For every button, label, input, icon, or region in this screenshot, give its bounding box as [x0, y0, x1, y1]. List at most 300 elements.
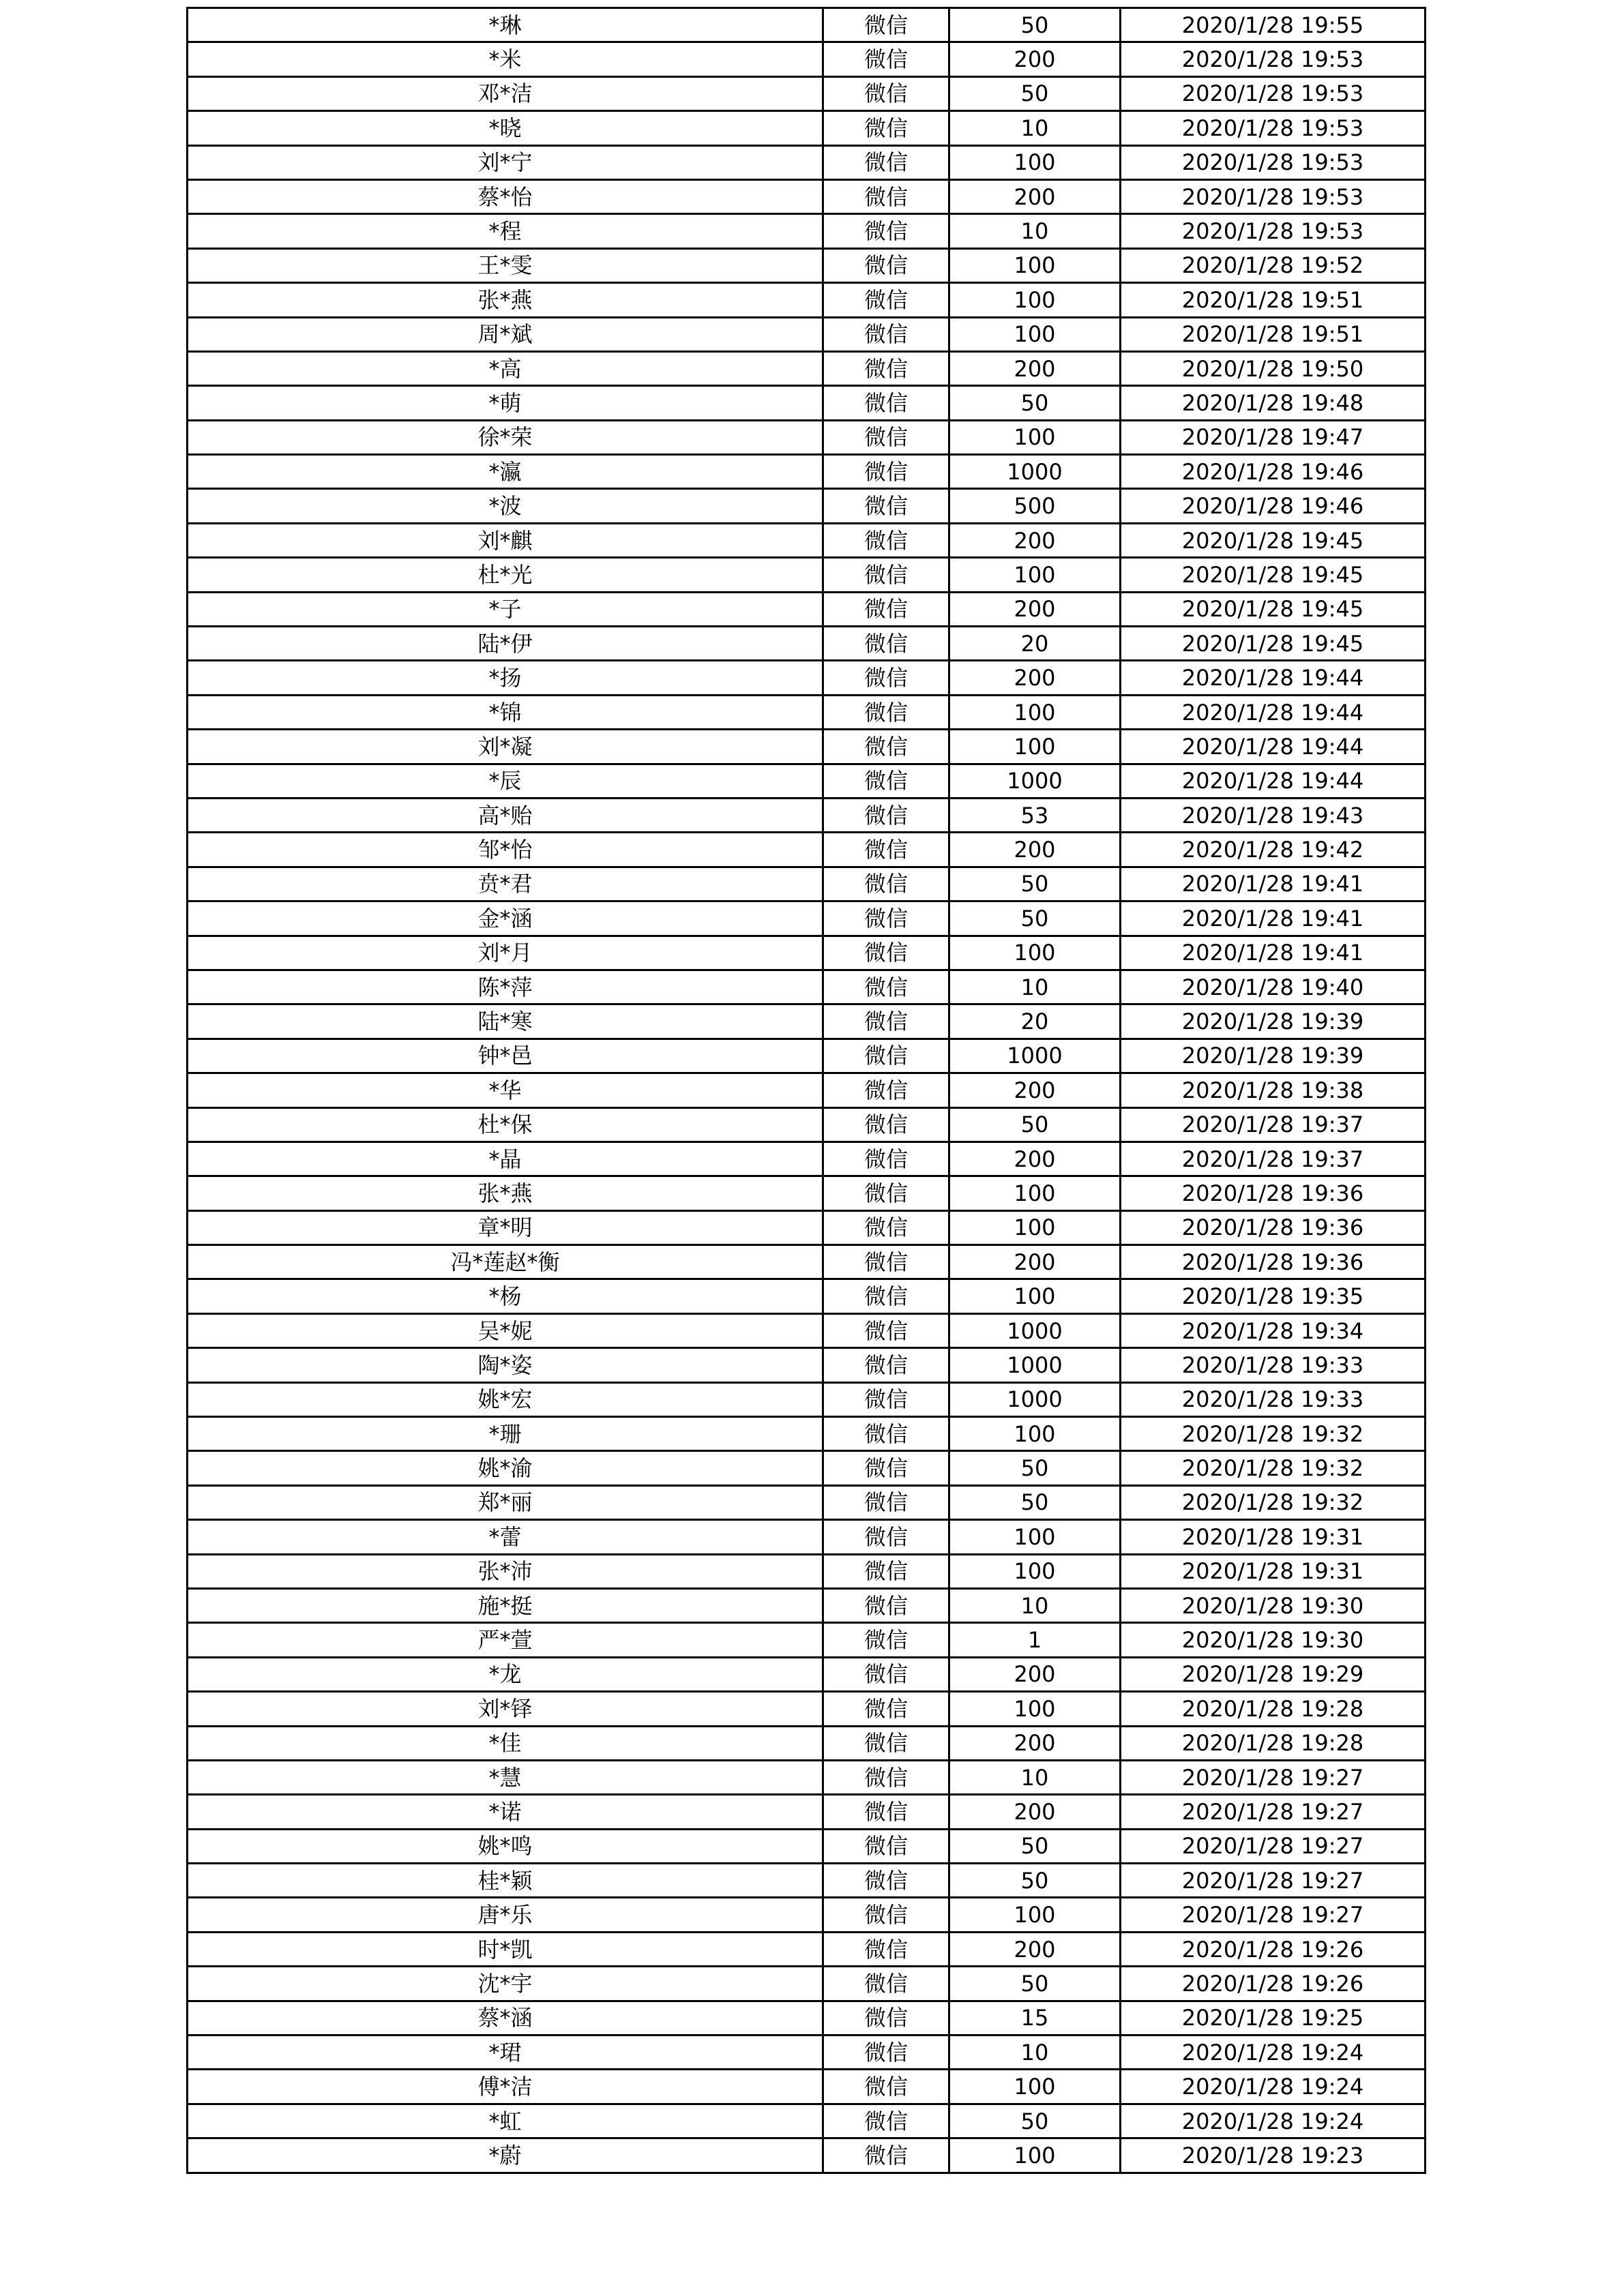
timestamp-cell: 2020/1/28 19:28 [1121, 1726, 1426, 1760]
amount-cell: 200 [949, 179, 1121, 213]
amount-cell: 200 [949, 661, 1121, 695]
amount-cell: 100 [949, 317, 1121, 351]
donor-name-cell: *高 [188, 351, 823, 385]
amount-cell: 20 [949, 627, 1121, 661]
donor-name-cell: 高*贻 [188, 798, 823, 832]
donor-name-cell: 吴*妮 [188, 1313, 823, 1347]
donor-name-cell: 钟*邑 [188, 1039, 823, 1073]
table-row [188, 1485, 1426, 1519]
donor-name-cell: 邓*洁 [188, 76, 823, 110]
table-row [188, 1073, 1426, 1107]
amount-cell: 100 [949, 1210, 1121, 1244]
donor-name-cell: 章*明 [188, 1210, 823, 1244]
table-row [188, 489, 1426, 523]
donor-name-cell: *虹 [188, 2104, 823, 2138]
timestamp-cell: 2020/1/28 19:53 [1121, 214, 1426, 248]
timestamp-cell: 2020/1/28 19:32 [1121, 1417, 1426, 1451]
amount-cell: 50 [949, 2104, 1121, 2138]
donor-name-cell: 徐*荣 [188, 420, 823, 454]
timestamp-cell: 2020/1/28 19:41 [1121, 901, 1426, 936]
amount-cell: 1000 [949, 1313, 1121, 1347]
amount-cell: 200 [949, 1142, 1121, 1176]
donor-name-cell: 邹*怡 [188, 833, 823, 867]
amount-cell: 100 [949, 936, 1121, 970]
amount-cell: 100 [949, 2070, 1121, 2104]
payment-method-cell: 微信 [823, 1176, 949, 1210]
table-row [188, 1520, 1426, 1554]
donor-name-cell: 陈*萍 [188, 970, 823, 1004]
table-body [188, 8, 1426, 2173]
payment-method-cell: 微信 [823, 317, 949, 351]
amount-cell: 1000 [949, 764, 1121, 798]
timestamp-cell: 2020/1/28 19:50 [1121, 351, 1426, 385]
amount-cell: 50 [949, 386, 1121, 420]
donor-name-cell: 姚*渝 [188, 1451, 823, 1485]
table-row [188, 661, 1426, 695]
payment-method-cell: 微信 [823, 798, 949, 832]
payment-method-cell: 微信 [823, 1623, 949, 1657]
amount-cell: 1000 [949, 455, 1121, 489]
donor-name-cell: 施*挺 [188, 1588, 823, 1622]
payment-method-cell: 微信 [823, 283, 949, 317]
donor-name-cell: 陆*寒 [188, 1004, 823, 1039]
table-row [188, 1279, 1426, 1313]
amount-cell: 100 [949, 1417, 1121, 1451]
payment-method-cell: 微信 [823, 1039, 949, 1073]
donor-name-cell: *波 [188, 489, 823, 523]
donor-name-cell: 陶*姿 [188, 1348, 823, 1382]
table-row [188, 1554, 1426, 1588]
table-row [188, 1657, 1426, 1691]
donor-name-cell: 杜*光 [188, 558, 823, 592]
payment-method-cell: 微信 [823, 455, 949, 489]
timestamp-cell: 2020/1/28 19:51 [1121, 317, 1426, 351]
table-row [188, 1864, 1426, 1898]
amount-cell: 100 [949, 1898, 1121, 1932]
timestamp-cell: 2020/1/28 19:42 [1121, 833, 1426, 867]
payment-method-cell: 微信 [823, 1004, 949, 1039]
table-row [188, 627, 1426, 661]
table-row [188, 730, 1426, 764]
payment-method-cell: 微信 [823, 1313, 949, 1347]
amount-cell: 100 [949, 248, 1121, 282]
payment-method-cell: 微信 [823, 1417, 949, 1451]
donor-name-cell: 蔡*涵 [188, 2001, 823, 2035]
amount-cell: 100 [949, 145, 1121, 179]
donor-name-cell: *锦 [188, 695, 823, 729]
amount-cell: 50 [949, 1451, 1121, 1485]
amount-cell: 100 [949, 2138, 1121, 2173]
timestamp-cell: 2020/1/28 19:33 [1121, 1382, 1426, 1416]
table-row [188, 833, 1426, 867]
table-row [188, 558, 1426, 592]
timestamp-cell: 2020/1/28 19:27 [1121, 1898, 1426, 1932]
timestamp-cell: 2020/1/28 19:34 [1121, 1313, 1426, 1347]
payment-method-cell: 微信 [823, 2104, 949, 2138]
timestamp-cell: 2020/1/28 19:31 [1121, 1554, 1426, 1588]
timestamp-cell: 2020/1/28 19:27 [1121, 1829, 1426, 1863]
timestamp-cell: 2020/1/28 19:53 [1121, 42, 1426, 76]
payment-method-cell: 微信 [823, 214, 949, 248]
timestamp-cell: 2020/1/28 19:27 [1121, 1760, 1426, 1794]
payment-method-cell: 微信 [823, 489, 949, 523]
amount-cell: 500 [949, 489, 1121, 523]
timestamp-cell: 2020/1/28 19:41 [1121, 867, 1426, 901]
donor-name-cell: 刘*铎 [188, 1692, 823, 1726]
timestamp-cell: 2020/1/28 19:33 [1121, 1348, 1426, 1382]
donor-name-cell: *珺 [188, 2036, 823, 2070]
table-row [188, 1382, 1426, 1416]
payment-method-cell: 微信 [823, 1279, 949, 1313]
timestamp-cell: 2020/1/28 19:53 [1121, 111, 1426, 145]
payment-method-cell: 微信 [823, 1898, 949, 1932]
payment-method-cell: 微信 [823, 1382, 949, 1416]
table-row [188, 1726, 1426, 1760]
timestamp-cell: 2020/1/28 19:46 [1121, 455, 1426, 489]
table-row [188, 1142, 1426, 1176]
amount-cell: 53 [949, 798, 1121, 832]
table-row [188, 76, 1426, 110]
table-row [188, 764, 1426, 798]
donor-name-cell: 陆*伊 [188, 627, 823, 661]
timestamp-cell: 2020/1/28 19:53 [1121, 145, 1426, 179]
amount-cell: 100 [949, 695, 1121, 729]
payment-method-cell: 微信 [823, 248, 949, 282]
timestamp-cell: 2020/1/28 19:37 [1121, 1107, 1426, 1142]
amount-cell: 10 [949, 970, 1121, 1004]
payment-method-cell: 微信 [823, 1142, 949, 1176]
timestamp-cell: 2020/1/28 19:45 [1121, 627, 1426, 661]
amount-cell: 15 [949, 2001, 1121, 2035]
amount-cell: 50 [949, 867, 1121, 901]
table-row [188, 2001, 1426, 2035]
timestamp-cell: 2020/1/28 19:41 [1121, 936, 1426, 970]
payment-method-cell: 微信 [823, 523, 949, 557]
table-row [188, 1210, 1426, 1244]
timestamp-cell: 2020/1/28 19:24 [1121, 2036, 1426, 2070]
donor-name-cell: *杨 [188, 1279, 823, 1313]
payment-method-cell: 微信 [823, 76, 949, 110]
payment-method-cell: 微信 [823, 1864, 949, 1898]
donor-name-cell: *龙 [188, 1657, 823, 1691]
donor-name-cell: *瀛 [188, 455, 823, 489]
table-row [188, 1829, 1426, 1863]
donor-name-cell: *华 [188, 1073, 823, 1107]
timestamp-cell: 2020/1/28 19:44 [1121, 764, 1426, 798]
amount-cell: 200 [949, 1657, 1121, 1691]
payment-method-cell: 微信 [823, 558, 949, 592]
table-row [188, 8, 1426, 42]
timestamp-cell: 2020/1/28 19:47 [1121, 420, 1426, 454]
donor-name-cell: 傅*洁 [188, 2070, 823, 2104]
amount-cell: 100 [949, 1692, 1121, 1726]
timestamp-cell: 2020/1/28 19:32 [1121, 1485, 1426, 1519]
timestamp-cell: 2020/1/28 19:27 [1121, 1795, 1426, 1829]
table-row [188, 1004, 1426, 1039]
table-row [188, 145, 1426, 179]
payment-method-cell: 微信 [823, 111, 949, 145]
table-row [188, 1967, 1426, 2001]
table-row [188, 248, 1426, 282]
amount-cell: 200 [949, 523, 1121, 557]
payment-method-cell: 微信 [823, 901, 949, 936]
amount-cell: 100 [949, 558, 1121, 592]
table-row [188, 214, 1426, 248]
amount-cell: 20 [949, 1004, 1121, 1039]
donor-name-cell: *辰 [188, 764, 823, 798]
amount-cell: 50 [949, 1829, 1121, 1863]
table-row [188, 901, 1426, 936]
table-row [188, 1451, 1426, 1485]
amount-cell: 1000 [949, 1348, 1121, 1382]
timestamp-cell: 2020/1/28 19:36 [1121, 1176, 1426, 1210]
amount-cell: 10 [949, 1588, 1121, 1622]
donor-name-cell: 姚*宏 [188, 1382, 823, 1416]
payment-method-cell: 微信 [823, 764, 949, 798]
table-row [188, 1176, 1426, 1210]
table-row [188, 386, 1426, 420]
amount-cell: 200 [949, 1795, 1121, 1829]
timestamp-cell: 2020/1/28 19:39 [1121, 1004, 1426, 1039]
table-row [188, 1898, 1426, 1932]
amount-cell: 1000 [949, 1039, 1121, 1073]
payment-method-cell: 微信 [823, 1245, 949, 1279]
donation-table [186, 7, 1426, 2174]
timestamp-cell: 2020/1/28 19:30 [1121, 1588, 1426, 1622]
amount-cell: 10 [949, 214, 1121, 248]
amount-cell: 50 [949, 1967, 1121, 2001]
donor-name-cell: 姚*鸣 [188, 1829, 823, 1863]
timestamp-cell: 2020/1/28 19:25 [1121, 2001, 1426, 2035]
amount-cell: 100 [949, 1279, 1121, 1313]
timestamp-cell: 2020/1/28 19:37 [1121, 1142, 1426, 1176]
timestamp-cell: 2020/1/28 19:31 [1121, 1520, 1426, 1554]
timestamp-cell: 2020/1/28 19:51 [1121, 283, 1426, 317]
amount-cell: 50 [949, 901, 1121, 936]
timestamp-cell: 2020/1/28 19:43 [1121, 798, 1426, 832]
timestamp-cell: 2020/1/28 19:45 [1121, 592, 1426, 626]
donor-name-cell: 刘*月 [188, 936, 823, 970]
table-row [188, 1692, 1426, 1726]
donor-name-cell: 刘*凝 [188, 730, 823, 764]
timestamp-cell: 2020/1/28 19:29 [1121, 1657, 1426, 1691]
amount-cell: 100 [949, 420, 1121, 454]
payment-method-cell: 微信 [823, 936, 949, 970]
payment-method-cell: 微信 [823, 833, 949, 867]
donor-name-cell: 郑*丽 [188, 1485, 823, 1519]
table-row [188, 1417, 1426, 1451]
timestamp-cell: 2020/1/28 19:46 [1121, 489, 1426, 523]
donor-name-cell: *子 [188, 592, 823, 626]
timestamp-cell: 2020/1/28 19:52 [1121, 248, 1426, 282]
table-row [188, 179, 1426, 213]
donor-name-cell: *琳 [188, 8, 823, 42]
payment-method-cell: 微信 [823, 179, 949, 213]
amount-cell: 50 [949, 76, 1121, 110]
table-row [188, 420, 1426, 454]
amount-cell: 200 [949, 1245, 1121, 1279]
donor-name-cell: 桂*颖 [188, 1864, 823, 1898]
timestamp-cell: 2020/1/28 19:55 [1121, 8, 1426, 42]
amount-cell: 100 [949, 1554, 1121, 1588]
timestamp-cell: 2020/1/28 19:35 [1121, 1279, 1426, 1313]
amount-cell: 50 [949, 1485, 1121, 1519]
table-row [188, 317, 1426, 351]
timestamp-cell: 2020/1/28 19:44 [1121, 661, 1426, 695]
payment-method-cell: 微信 [823, 1451, 949, 1485]
donor-name-cell: 张*燕 [188, 283, 823, 317]
table-row [188, 1245, 1426, 1279]
timestamp-cell: 2020/1/28 19:26 [1121, 1932, 1426, 1966]
donor-name-cell: 沈*宇 [188, 1967, 823, 2001]
timestamp-cell: 2020/1/28 19:32 [1121, 1451, 1426, 1485]
payment-method-cell: 微信 [823, 1692, 949, 1726]
timestamp-cell: 2020/1/28 19:36 [1121, 1210, 1426, 1244]
table-row [188, 867, 1426, 901]
amount-cell: 50 [949, 1107, 1121, 1142]
amount-cell: 200 [949, 1932, 1121, 1966]
payment-method-cell: 微信 [823, 1795, 949, 1829]
payment-method-cell: 微信 [823, 1932, 949, 1966]
donor-name-cell: *程 [188, 214, 823, 248]
donor-name-cell: 杜*保 [188, 1107, 823, 1142]
payment-method-cell: 微信 [823, 1485, 949, 1519]
amount-cell: 200 [949, 1726, 1121, 1760]
payment-method-cell: 微信 [823, 420, 949, 454]
donor-name-cell: 刘*麒 [188, 523, 823, 557]
donor-name-cell: 严*萱 [188, 1623, 823, 1657]
payment-method-cell: 微信 [823, 1760, 949, 1794]
amount-cell: 200 [949, 42, 1121, 76]
table-row [188, 351, 1426, 385]
amount-cell: 200 [949, 1073, 1121, 1107]
timestamp-cell: 2020/1/28 19:38 [1121, 1073, 1426, 1107]
timestamp-cell: 2020/1/28 19:48 [1121, 386, 1426, 420]
donor-name-cell: 张*燕 [188, 1176, 823, 1210]
table-row [188, 2070, 1426, 2104]
donor-name-cell: *萌 [188, 386, 823, 420]
table-row [188, 970, 1426, 1004]
donor-name-cell: 时*凯 [188, 1932, 823, 1966]
payment-method-cell: 微信 [823, 1657, 949, 1691]
donor-name-cell: *佳 [188, 1726, 823, 1760]
amount-cell: 100 [949, 1176, 1121, 1210]
amount-cell: 1000 [949, 1382, 1121, 1416]
table-row [188, 42, 1426, 76]
payment-method-cell: 微信 [823, 970, 949, 1004]
donor-name-cell: *诺 [188, 1795, 823, 1829]
timestamp-cell: 2020/1/28 19:53 [1121, 76, 1426, 110]
amount-cell: 200 [949, 833, 1121, 867]
table-row [188, 1795, 1426, 1829]
donor-name-cell: 周*斌 [188, 317, 823, 351]
table-row [188, 592, 1426, 626]
timestamp-cell: 2020/1/28 19:39 [1121, 1039, 1426, 1073]
payment-method-cell: 微信 [823, 2138, 949, 2173]
table-row [188, 798, 1426, 832]
timestamp-cell: 2020/1/28 19:28 [1121, 1692, 1426, 1726]
timestamp-cell: 2020/1/28 19:44 [1121, 695, 1426, 729]
timestamp-cell: 2020/1/28 19:45 [1121, 523, 1426, 557]
payment-method-cell: 微信 [823, 592, 949, 626]
donor-name-cell: 王*雯 [188, 248, 823, 282]
payment-method-cell: 微信 [823, 867, 949, 901]
donor-name-cell: *蕾 [188, 1520, 823, 1554]
timestamp-cell: 2020/1/28 19:27 [1121, 1864, 1426, 1898]
table-row [188, 1760, 1426, 1794]
payment-method-cell: 微信 [823, 1829, 949, 1863]
donor-name-cell: 金*涵 [188, 901, 823, 936]
donor-name-cell: 贲*君 [188, 867, 823, 901]
table-row [188, 1623, 1426, 1657]
donor-name-cell: 蔡*怡 [188, 179, 823, 213]
amount-cell: 200 [949, 592, 1121, 626]
timestamp-cell: 2020/1/28 19:53 [1121, 179, 1426, 213]
donor-name-cell: *扬 [188, 661, 823, 695]
payment-method-cell: 微信 [823, 1520, 949, 1554]
amount-cell: 10 [949, 111, 1121, 145]
payment-method-cell: 微信 [823, 2036, 949, 2070]
amount-cell: 100 [949, 730, 1121, 764]
table-row [188, 695, 1426, 729]
donor-name-cell: *晓 [188, 111, 823, 145]
table-row [188, 1348, 1426, 1382]
timestamp-cell: 2020/1/28 19:23 [1121, 2138, 1426, 2173]
table-row [188, 1588, 1426, 1622]
payment-method-cell: 微信 [823, 1107, 949, 1142]
donor-name-cell: *晶 [188, 1142, 823, 1176]
timestamp-cell: 2020/1/28 19:44 [1121, 730, 1426, 764]
table-row [188, 283, 1426, 317]
amount-cell: 200 [949, 351, 1121, 385]
timestamp-cell: 2020/1/28 19:24 [1121, 2070, 1426, 2104]
amount-cell: 1 [949, 1623, 1121, 1657]
payment-method-cell: 微信 [823, 1967, 949, 2001]
payment-method-cell: 微信 [823, 145, 949, 179]
donor-name-cell: *蔚 [188, 2138, 823, 2173]
payment-method-cell: 微信 [823, 42, 949, 76]
payment-method-cell: 微信 [823, 1348, 949, 1382]
payment-method-cell: 微信 [823, 661, 949, 695]
payment-method-cell: 微信 [823, 8, 949, 42]
donor-name-cell: *慧 [188, 1760, 823, 1794]
donor-name-cell: 张*沛 [188, 1554, 823, 1588]
amount-cell: 10 [949, 1760, 1121, 1794]
payment-method-cell: 微信 [823, 386, 949, 420]
donor-name-cell: 冯*莲赵*衡 [188, 1245, 823, 1279]
table-row [188, 2138, 1426, 2173]
timestamp-cell: 2020/1/28 19:45 [1121, 558, 1426, 592]
table-row [188, 1039, 1426, 1073]
payment-method-cell: 微信 [823, 1554, 949, 1588]
amount-cell: 50 [949, 1864, 1121, 1898]
payment-method-cell: 微信 [823, 1726, 949, 1760]
donor-name-cell: *米 [188, 42, 823, 76]
amount-cell: 100 [949, 1520, 1121, 1554]
timestamp-cell: 2020/1/28 19:30 [1121, 1623, 1426, 1657]
amount-cell: 100 [949, 283, 1121, 317]
table-row [188, 455, 1426, 489]
table-row [188, 1932, 1426, 1966]
timestamp-cell: 2020/1/28 19:24 [1121, 2104, 1426, 2138]
donor-name-cell: *珊 [188, 1417, 823, 1451]
table-row [188, 111, 1426, 145]
table-row [188, 936, 1426, 970]
amount-cell: 50 [949, 8, 1121, 42]
table-row [188, 1107, 1426, 1142]
payment-method-cell: 微信 [823, 1588, 949, 1622]
payment-method-cell: 微信 [823, 730, 949, 764]
